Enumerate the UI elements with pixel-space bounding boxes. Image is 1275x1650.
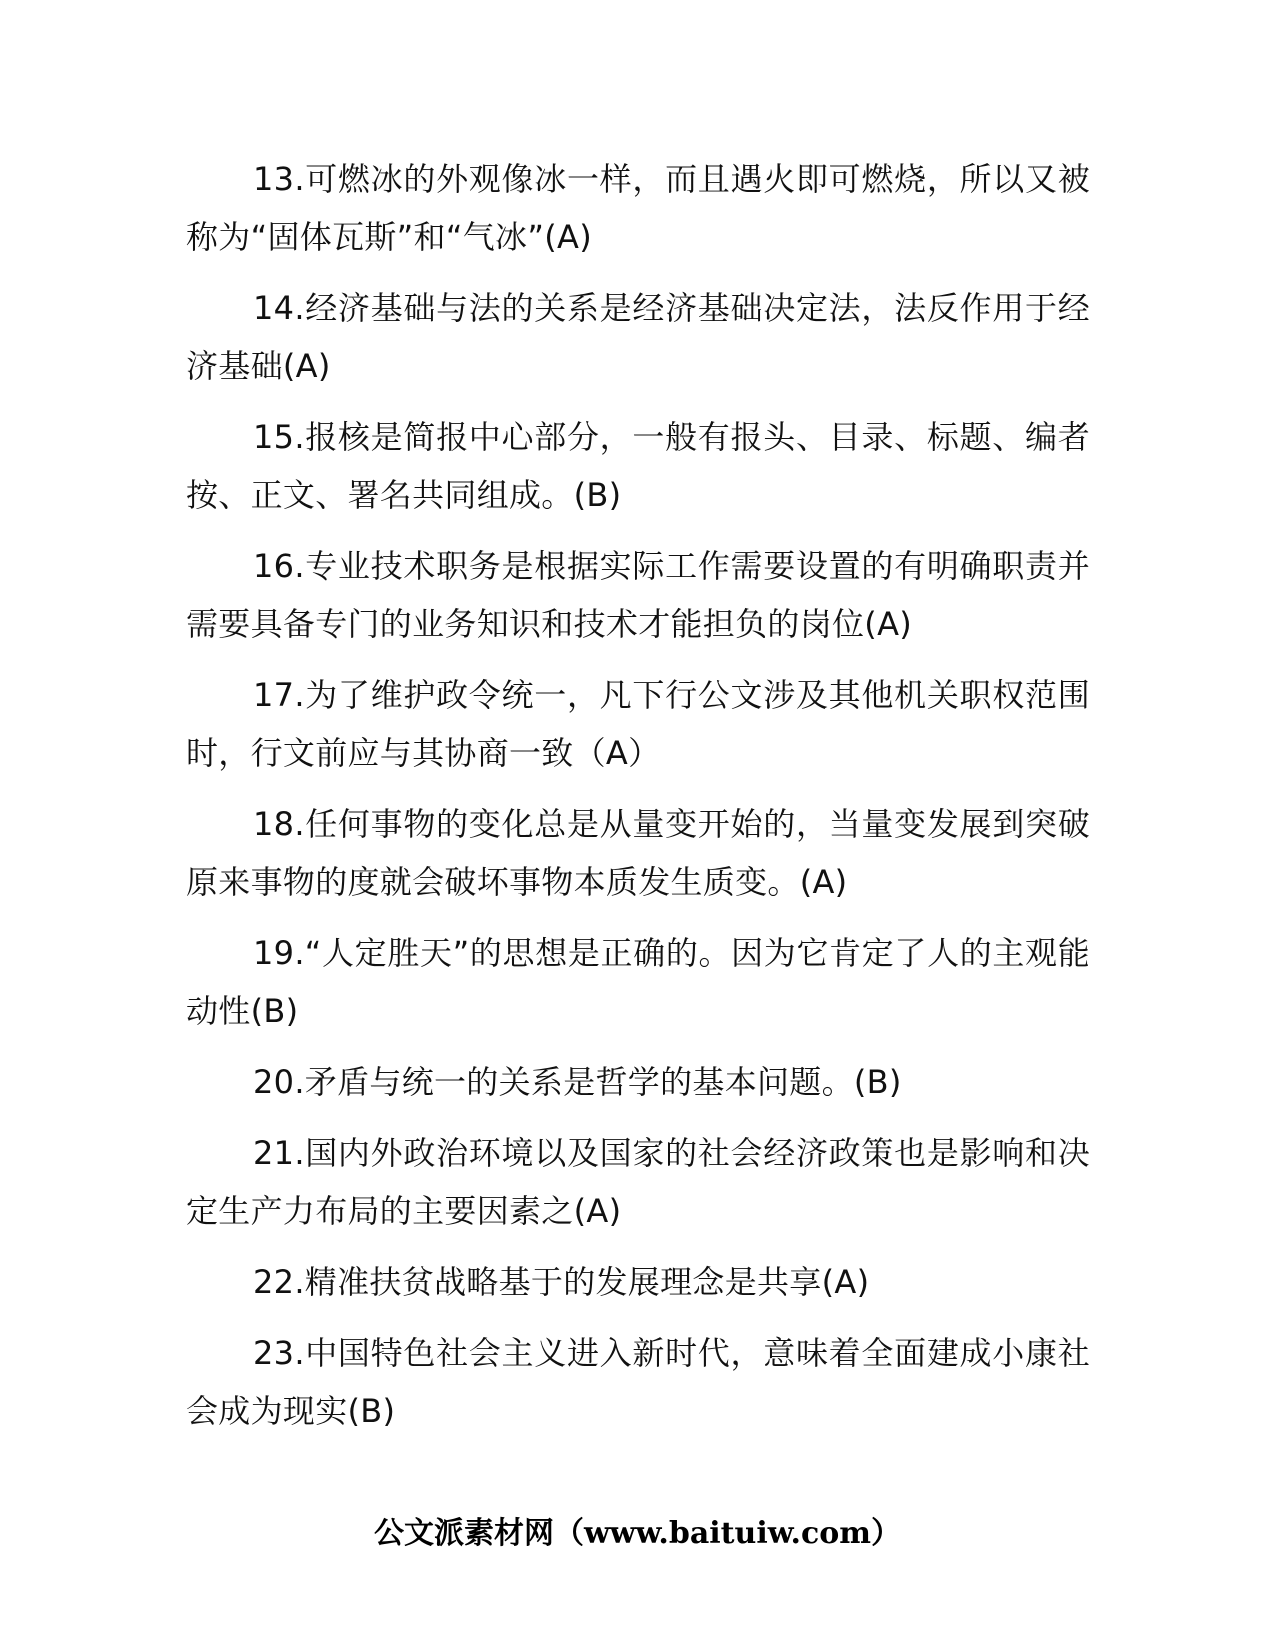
question-item-15: 15.报核是简报中心部分，一般有报头、目录、标题、编者按、正文、署名共同组成。(B): [186, 418, 1090, 514]
footer-watermark: 公文派素材网（www.baituiw.com）: [373, 1516, 902, 1551]
question-item-22: 22.精准扶贫战略基于的发展理念是共享(A): [253, 1263, 870, 1301]
question-list: [186, 150, 1090, 1453]
question-item-14: 14.经济基础与法的关系是经济基础决定法，法反作用于经济基础(A): [186, 289, 1090, 385]
question-item-18: 18.任何事物的变化总是从量变开始的，当量变发展到突破原来事物的度就会破坏事物本质发生质变。(A): [186, 805, 1090, 901]
question-item-21: 21.国内外政治环境以及国家的社会经济政策也是影响和决定生产力布局的主要因素之(A): [186, 1134, 1090, 1230]
question-item-23: 23.中国特色社会主义进入新时代，意味着全面建成小康社会成为现实(B): [186, 1334, 1090, 1430]
question-item-20: 20.矛盾与统一的关系是哲学的基本问题。(B): [253, 1063, 902, 1101]
question-item-19: 19.“人定胜天”的思想是正确的。因为它肯定了人的主观能动性(B): [186, 934, 1090, 1030]
question-item-13: 13.可燃冰的外观像冰一样，而且遇火即可燃烧，所以又被称为“固体瓦斯”和“气冰”(A): [186, 160, 1090, 256]
question-item-17: 17.为了维护政令统一，凡下行公文涉及其他机关职权范围时，行文前应与其协商一致（A）: [186, 676, 1090, 772]
question-item-16: 16.专业技术职务是根据实际工作需要设置的有明确职责并需要具备专门的业务知识和技术才能担负的岗位(A): [186, 547, 1090, 643]
